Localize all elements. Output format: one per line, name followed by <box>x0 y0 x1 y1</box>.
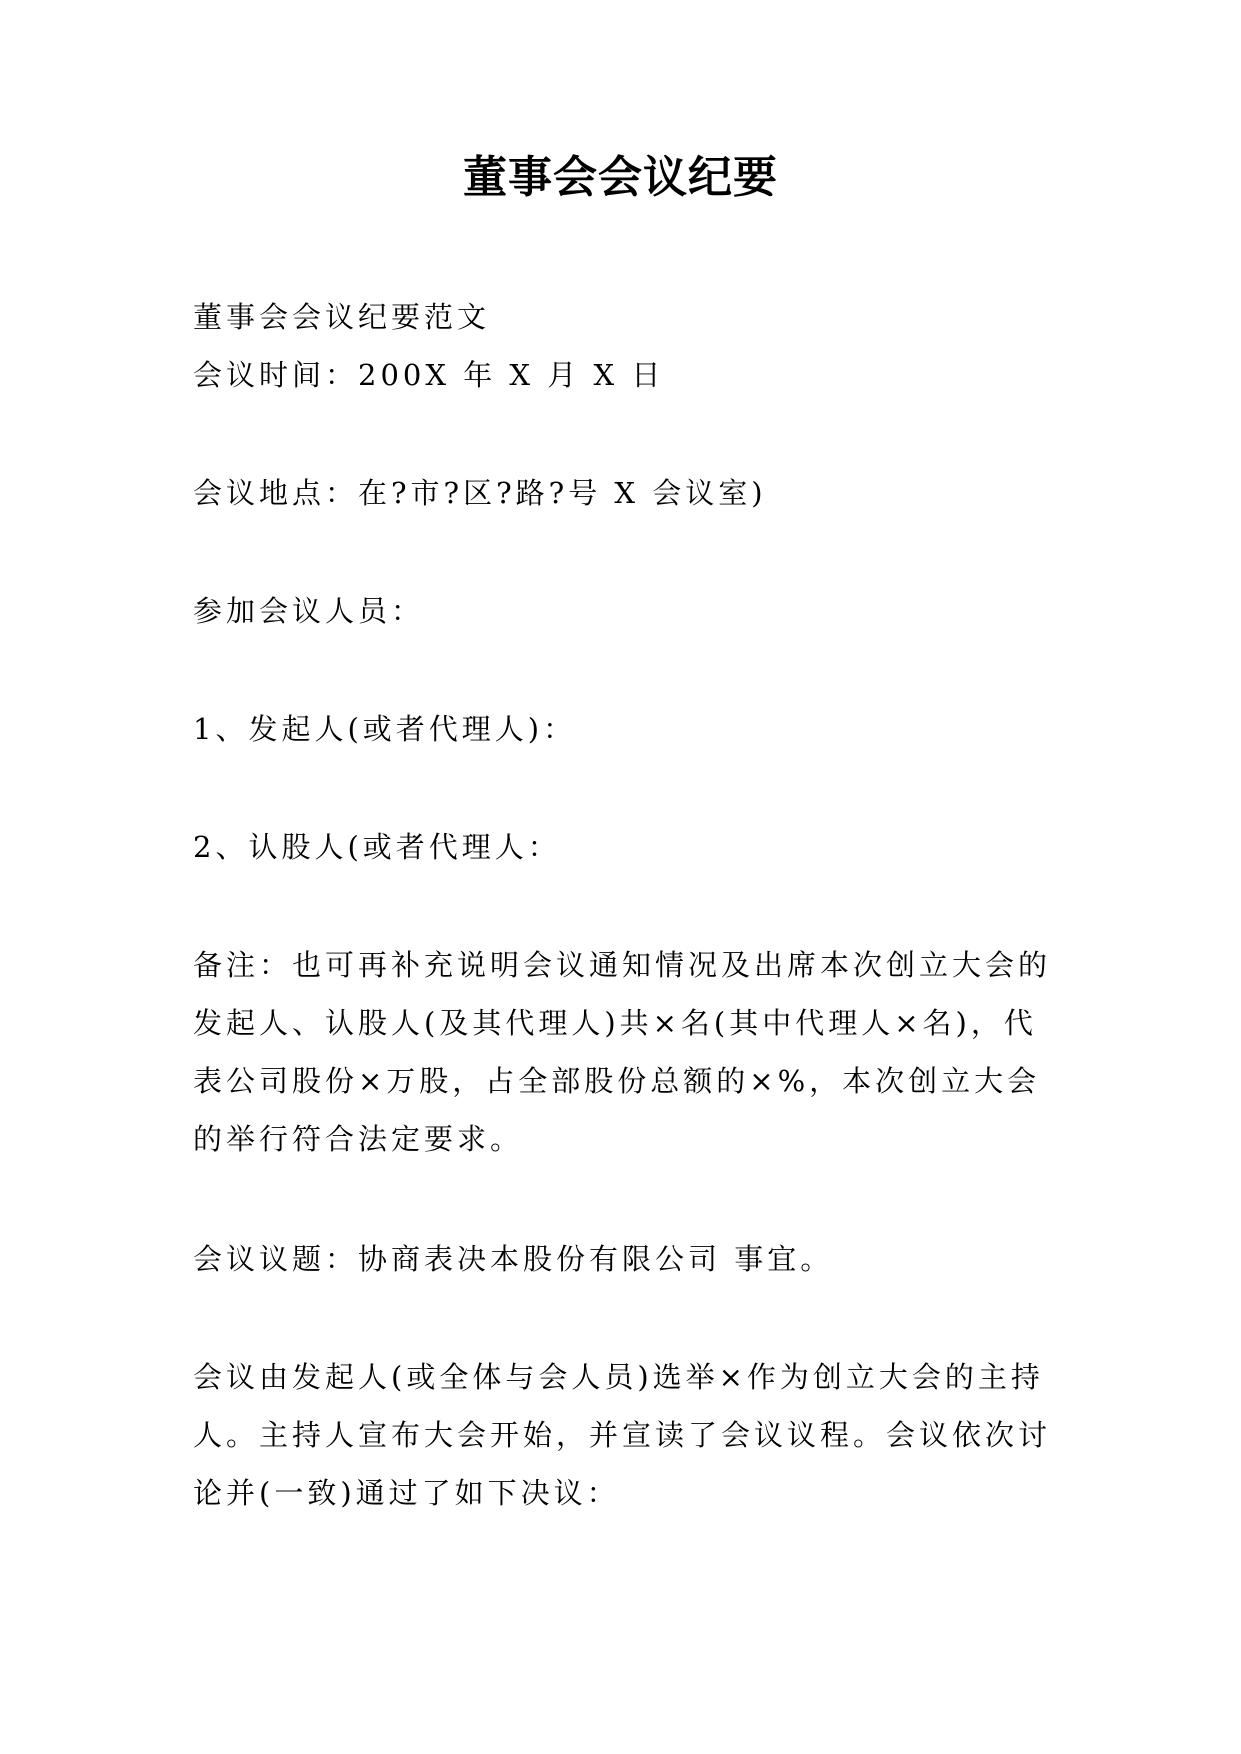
meeting-time: 会议时间：200X 年 X 月 X 日 <box>193 358 665 392</box>
document-title: 董事会会议纪要 <box>463 152 778 203</box>
attendee-subscribers: 2、认股人(或者代理人： <box>193 830 561 864</box>
proceedings-paragraph: 会议由发起人(或全体与会人员)选举×作为创立大会的主持人。主持人宣布大会开始，并宣读了会议议程。会议依次讨论并(一致)通过了如下决议： <box>193 1360 1052 1510</box>
attendee-initiators: 1、发起人(或者代理人)： <box>193 712 577 746</box>
agenda-paragraph: 会议议题：协商表决本股份有限公司 事宜。 <box>193 1242 834 1276</box>
remark-paragraph: 备注：也可再补充说明会议通知情况及出席本次创立大会的发起人、认股人(及其代理人)共×名(其中代理人×名)，代表公司股份×万股，占全部股份总额的×%，本次创立大会的举行符合法定要求。 <box>193 948 1052 1156</box>
attendees-label: 参加会议人员： <box>193 594 425 628</box>
document-subtitle: 董事会会议纪要范文 <box>193 300 491 334</box>
meeting-place: 会议地点：在?市?区?路?号 X 会议室) <box>193 476 767 510</box>
